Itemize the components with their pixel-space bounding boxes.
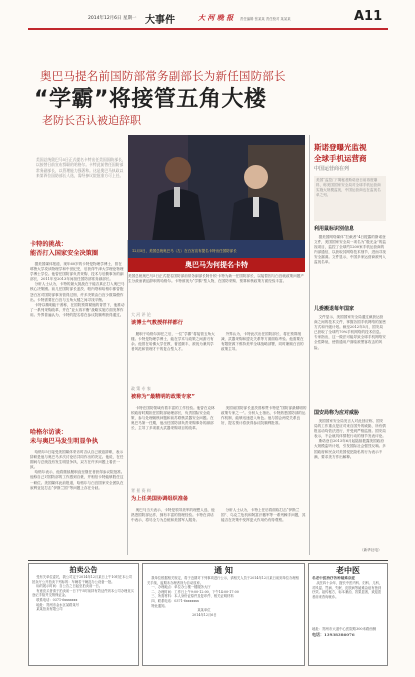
photo-illustration [128,135,305,258]
left-body-1: 据美国媒体报道，现年60岁的卡特是物理学博士，曾在耶鲁大学攻读物理学和中世纪史，后获得牛津大学理论物理学博士学位。他曾任国防部负责采购、技术与后勤事务的副部长，2011年至2013年间担任国防部常务副部长。 分析人士认为，卡特的最大挑战在于能否真正打入奥巴马核心决策圈。前几任国防部长盖茨、帕内塔和哈格尔都曾抱怨白宫对国防部事务管得过细，许多决策由白宫少数幕僚作出。卡特需要在白宫与五角大楼之间寻找平衡。 卡特以精明能干著称，在国防预算紧缩的背景下，他推动了一系列采购改革，并在“亚太再平衡”战略实施方面发挥作用。外界普遍认为，卡特的提名将在参议院顺利获得通过。 [30,262,125,317]
section-title: 大事件 [145,15,175,26]
photo-inline-caption: 12月5日，美国总统奥巴马（左）在白宫宣布提名卡特出任国防部长 [132,249,237,253]
left-body-2: 哈格尔5日接受美国媒体采访时否认自己被迫辞职，表示辞职是他与奥巴马多次讨论后共同作出的决定。他说，在任期间与总统没有发生明显争执，双方在许多问题上看法一致。 哈格尔表示，他将继续履职直至继任者获得参议院批准。他称自己对国防部的工作感到自豪，并相信卡特能够胜任这一职位。美国媒体此前报道，哈格尔与白宫国家安全团队在叙利亚及打击“伊斯兰国”等问题上存在分歧。 [30,450,125,490]
page-number: A11 [354,9,383,24]
auction-ad-body: 受有关单位委托，我公司定于2014年12月某日上午10时在本公司拍卖厅公开拍卖下列标的：车辆若干辆及办公设备一批。 标的展示时间：自公告之日起至拍卖前一日。 有意竞买者请于拍卖前一日下午5时前持有效证件到本公司办理竞买登记手续并交纳保证金。 联系电话：0371-6xxxxxxx 地址：郑州市金水区某路某号 某某拍卖有限公司 [32,575,134,612]
right-heading-1: 斯诺登曝光监视 [314,143,367,152]
center-heading-3: 为上任美国协调组织准备 [131,496,189,502]
right-heading-5: 儿委搬退每年国家 [314,306,355,312]
header-date: 2014年12月6日 星期一 [88,16,137,21]
headline-main: “学霸”将接管五角大楼 [34,87,267,112]
center-heading-2: 被称为“最精明的政策专家” [131,394,195,400]
right-heading-3: 中国运营商在列 [314,166,350,172]
doctor-ad-line1: 名老中医治疗各种疑难杂症 [312,576,356,580]
center-body-2: 卡特在国防领域有着丰富的工作经验。他曾在克林顿政府时期担任国防部助理部长，负责国际安全政策，参与处理朝核问题和前苏联核武器安全问题。在奥巴马第一任期，他出任国防部负责采购事务的副部长，主导了多项重大武器采购项目的改革。 [131,406,215,431]
center-heading-1: 谈博士气教授样样都行 [131,320,183,326]
doctor-ad [308,563,388,666]
doctor-ad-body: 从医四十余年，擅长中医内科、妇科、儿科，对风湿、胃病、失眠、皮肤病等疑难杂症有独到疗效。祖传秘方，标本兼治，效果显著，欢迎患者前来咨询就诊。 [312,581,383,599]
doctor-ad-title: 老中医 [336,565,360,575]
doctor-ad-address: 地址：郑州市大道中心医院路300米路西侧 [312,627,377,631]
divider-left [127,240,128,555]
center-body-3b: 分析人士认为，卡特上任后将面临打击“伊斯兰国”、乌克兰危机和阿富汗撤军等一系列棘手问题，其能否在决策中发挥更大作用仍有待观察。 [221,508,306,523]
notice-ad-title: 通 知 [214,565,233,575]
center-box-1-label: 大 河 评 论 [131,312,151,317]
photo-caption: 奥巴马为何提名卡特 [128,258,305,272]
right-body-1: 据美国网络媒体“拦截者”4日披露的斯诺登文件，美国国家安全局一项名为“极光金”的监视项目，监控了全球约1200家手机运营商的内部通信，以获取其网络技术细节，进而寻找安全漏洞。文件显示，中国多家运营商被列入监视名单。 [314,235,386,265]
right-body-3: 美国国家安全局发言人对此回应称，国安局的工作重点是应对来自国外的威胁，所有情报活动均依法进行，并受到严格监督。国安局表示，不会就具体情报行动的细节发表评论。 斯诺登自2013年6月起陆续披露美国政府大规模监听计划，引发国际社会强烈反响。多国政府和民众对美国侵犯隐私的行为表示不满，要求美方作出解释。 [314,419,386,459]
doctor-ad-phone: 电话：13938386076 [312,631,355,637]
notice-ad-body: 我单位根据相关规定，将于近期对下列事项进行公示，请相关人员于2014年12月某日前到单位办理相关手续，逾期未办理者视为自动放弃。 一、办理地点：单位办公楼一楼服务大厅 二、办理时间：工作日上午9:00-12:00，下午14:00-17:00 三、所需材料：本人身份证原件及复印件、相关证明材料 四、联系电话：0371-6xxxxxxx 特此通知。 某某单位 2014年12月6日 [147,576,299,617]
right-heading-2: 全球手机运营商 [314,154,367,163]
notice-ad [142,563,305,666]
left-heading-2: 哈格尔访谈： 未与奥巴马发生明显争执 [30,429,99,445]
photo-summary: 美国总统奥巴马5日正式提名国防部前常务副部长阿什顿·卡特为新一任国防部长，以接替因与白宫就政策问题产生分歧而被迫辞职的哈格尔。卡特被视为“学霸”型人物，在国防采购、预算和核政策方面经验丰富。 [128,274,304,284]
headline-kicker: 奥巴马提名前国防部常务副部长为新任国防部长 [40,69,286,83]
newspaper-logo: 大 河 晚 报 [198,13,234,22]
right-heading-6: 国安局称为应对威胁 [314,410,360,416]
right-author: （新华社电） [360,548,382,552]
right-intro: 美国“监控门”揭秘者斯诺登日前再度爆料，称美国国家安全局对全球手机运营商实施大规模监视，中国运营商也在监视名单之列。 [314,176,386,221]
news-photo [128,135,305,258]
right-heading-4: 利用鼠标识别信息 [314,226,355,232]
center-body-1b: 外界认为，卡特此次出任国防部长，将在预算削减、武器采购和盟友关系等方面面临考验。他需要在有限资源下维持美军全球战略部署，同时兼顾白宫的政策主导。 [221,332,304,352]
intro-text: 美国总统奥巴马5日正式提名卡特出任美国国防部长，以接替日前宣布辞职的哈格尔。卡特此前曾任国防部常务副部长，以管理能力强著称。这是奥巴马执政以来第四位国防部长人选，需经参议院批准方可上任。 [36,157,126,179]
header-rule [28,28,388,30]
center-body-3: 奥巴马当天表示，卡特是领导美军的理想人选，他熟悉国防部运作，拥有丰富的管理经验。卡特在讲话中表示，将尽全力为总统和美国军人服务。 [131,508,215,523]
center-body-1: 履职于哈格尔卸任之后，一位“学霸”将接管五角大楼。卡特是物理学博士，能在学术与政策之间游刃有余。他曾在哈佛大学任教，著述颇丰，被视为兼具学者风范和管理才干的复合型人才。 [131,332,215,352]
right-body-2: 文件显示，美国国家安全局通过截获运营商之间的技术文件，掌握各国手机网络的加密方式和升级计划。截至2012年5月，国安局已获取了全球约70%手机网络的技术信息。专家指出，这一做法可能导致全球手机网络安全性降低，使普通用户面临被黑客攻击的风险。 [314,315,386,350]
divider-right [309,135,310,555]
header-contacts: 责任编辑 张某某 责任校对 某某某 [240,17,291,21]
headline-sub: 老防长否认被迫辞职 [42,114,141,127]
auction-ad [28,563,139,666]
center-box-3-label: 背 景 资 料 [131,488,151,493]
ads-top-rule [28,560,388,561]
auction-ad-title: 拍卖公告 [69,565,98,574]
center-body-2b: 美国前国防部长盖茨曾称赞卡特是“国防部最精明的政策专家之一”。分析人士指出，卡特熟悉国防部的运作机制，能够迅速进入角色。他与国会两党关系良好，提名预计将获得参议院顺利批准。 [221,406,307,426]
center-box-2-label: 政 策 专 家 [131,386,151,391]
left-heading-1: 卡特的挑战： 能否打入国家安全决策圈 [30,241,99,257]
